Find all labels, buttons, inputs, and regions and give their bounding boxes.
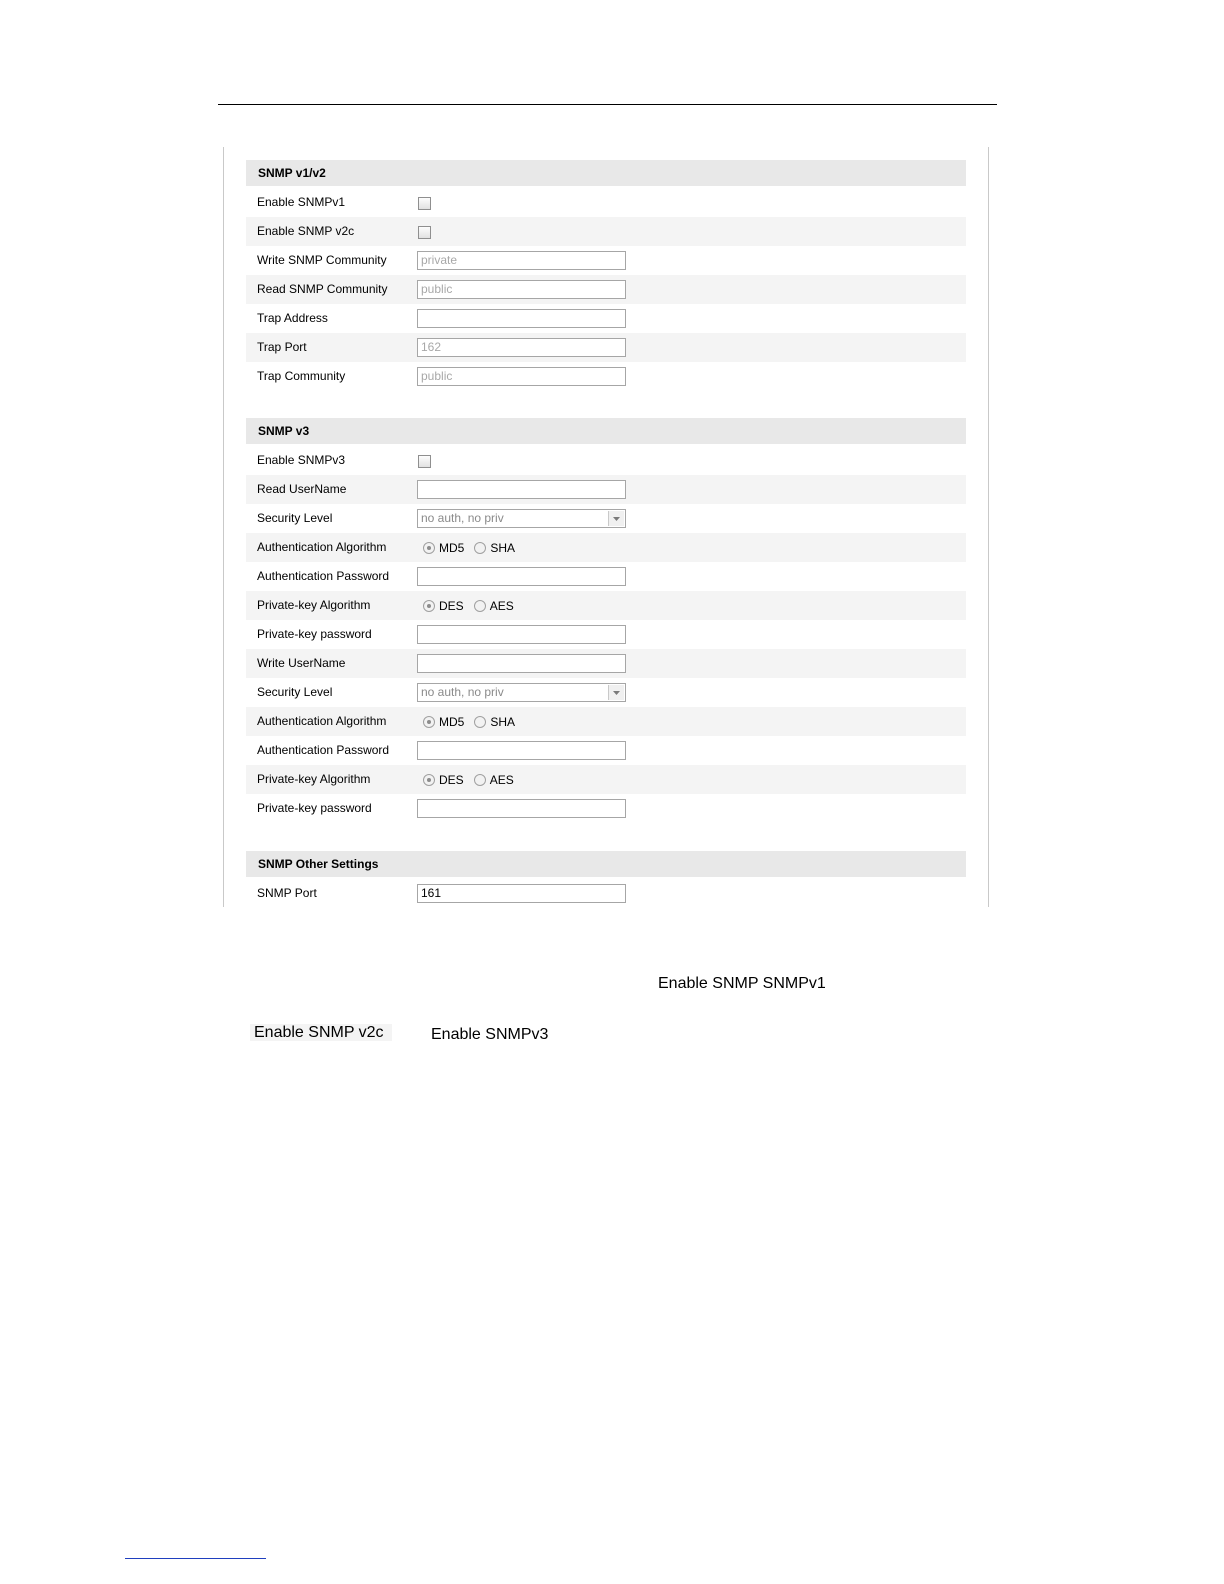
read-auth-sha-radio[interactable] [474, 542, 486, 554]
write-privkey-aes-label: AES [489, 772, 514, 787]
footer-rule [125, 1558, 266, 1559]
write-privkey-des-radio[interactable] [423, 774, 435, 786]
read-snmp-community-label: Read SNMP Community [257, 282, 388, 296]
trap-port-input[interactable]: 162 [417, 338, 626, 357]
enable-snmp-v2c-checkbox[interactable] [418, 226, 431, 239]
caption-enable-snmpv3: Enable SNMPv3 [431, 1026, 549, 1043]
row-write-auth-password [246, 736, 966, 765]
header-rule [218, 104, 997, 105]
write-security-level-value: no auth, no priv [421, 685, 504, 699]
chevron-down-icon[interactable] [608, 685, 624, 700]
write-security-level-select[interactable] [417, 683, 626, 702]
read-privkey-password-input[interactable] [417, 625, 626, 644]
write-snmp-community-label: Write SNMP Community [257, 253, 387, 267]
write-security-level-label: Security Level [257, 685, 333, 699]
enable-snmp-v2c-label: Enable SNMP v2c [257, 224, 355, 238]
read-privkey-des-label: DES [439, 598, 464, 613]
row-read-auth-password [246, 562, 966, 591]
write-auth-md5-label: MD5 [439, 714, 465, 729]
row-enable-snmp-v2c [246, 217, 966, 246]
read-privkey-des-radio[interactable] [423, 600, 435, 612]
enable-snmpv1-label: Enable SNMPv1 [257, 195, 346, 209]
snmp-port-label: SNMP Port [257, 886, 317, 900]
row-write-username [246, 649, 966, 678]
trap-address-label: Trap Address [257, 311, 328, 325]
read-auth-md5-radio[interactable] [423, 542, 435, 554]
read-auth-md5-label: MD5 [439, 540, 465, 555]
row-enable-snmpv1 [246, 188, 966, 217]
write-auth-md5-radio[interactable] [423, 716, 435, 728]
caption-enable-snmp-v2c-box [250, 1020, 392, 1046]
read-username-input[interactable] [417, 480, 626, 499]
read-auth-password-label: Authentication Password [257, 569, 390, 583]
read-privkey-aes-label: AES [489, 598, 514, 613]
write-username-input[interactable] [417, 654, 626, 673]
write-auth-sha-radio[interactable] [474, 716, 486, 728]
section-header-snmp-v1v2: SNMP v1/v2 [246, 160, 966, 186]
read-security-level-value: no auth, no priv [421, 511, 504, 525]
row-read-security-level [246, 504, 966, 533]
row-read-username [246, 475, 966, 504]
row-write-snmp-community [246, 246, 966, 275]
write-snmp-community-input[interactable]: private [417, 251, 626, 270]
read-auth-password-input[interactable] [417, 567, 626, 586]
write-auth-sha-label: SHA [490, 714, 516, 729]
read-auth-sha-label: SHA [490, 540, 516, 555]
trap-address-input[interactable] [417, 309, 626, 328]
write-privkey-password-input[interactable] [417, 799, 626, 818]
row-read-auth-algorithm [246, 533, 966, 562]
write-auth-algorithm-label: Authentication Algorithm [257, 714, 387, 728]
read-privkey-aes-radio[interactable] [474, 600, 486, 612]
row-trap-port [246, 333, 966, 362]
trap-community-input[interactable]: public [417, 367, 626, 386]
enable-snmpv1-checkbox[interactable] [418, 197, 431, 210]
read-auth-algorithm-label: Authentication Algorithm [257, 540, 387, 554]
enable-snmpv3-checkbox[interactable] [418, 455, 431, 468]
read-snmp-community-input[interactable]: public [417, 280, 626, 299]
trap-port-label: Trap Port [257, 340, 307, 354]
row-enable-snmpv3 [246, 446, 966, 475]
row-write-security-level [246, 678, 966, 707]
caption-enable-snmp-v2c: Enable SNMP v2c [250, 1024, 392, 1041]
trap-community-label: Trap Community [257, 369, 346, 383]
row-trap-address [246, 304, 966, 333]
row-trap-community [246, 362, 966, 391]
row-read-snmp-community [246, 275, 966, 304]
write-username-label: Write UserName [257, 656, 346, 670]
caption-enable-snmpv1: Enable SNMP SNMPv1 [658, 975, 826, 992]
write-privkey-algorithm-label: Private-key Algorithm [257, 772, 371, 786]
snmp-port-input[interactable]: 161 [417, 884, 626, 903]
read-security-level-label: Security Level [257, 511, 333, 525]
row-write-privkey-password [246, 794, 966, 823]
chevron-down-icon[interactable] [608, 511, 624, 526]
write-privkey-aes-radio[interactable] [474, 774, 486, 786]
read-username-label: Read UserName [257, 482, 347, 496]
row-write-auth-algorithm [246, 707, 966, 736]
write-auth-password-label: Authentication Password [257, 743, 390, 757]
snmp-settings-panel [223, 147, 989, 907]
row-read-privkey-password [246, 620, 966, 649]
section-header-snmp-v3: SNMP v3 [246, 418, 966, 444]
section-header-snmp-other: SNMP Other Settings [246, 851, 966, 877]
write-privkey-des-label: DES [439, 772, 464, 787]
read-security-level-select[interactable] [417, 509, 626, 528]
row-snmp-port [246, 879, 966, 908]
enable-snmpv3-label: Enable SNMPv3 [257, 453, 346, 467]
row-write-privkey-algorithm [246, 765, 966, 794]
write-privkey-password-label: Private-key password [257, 801, 372, 815]
read-privkey-password-label: Private-key password [257, 627, 372, 641]
write-auth-password-input[interactable] [417, 741, 626, 760]
row-read-privkey-algorithm [246, 591, 966, 620]
read-privkey-algorithm-label: Private-key Algorithm [257, 598, 371, 612]
